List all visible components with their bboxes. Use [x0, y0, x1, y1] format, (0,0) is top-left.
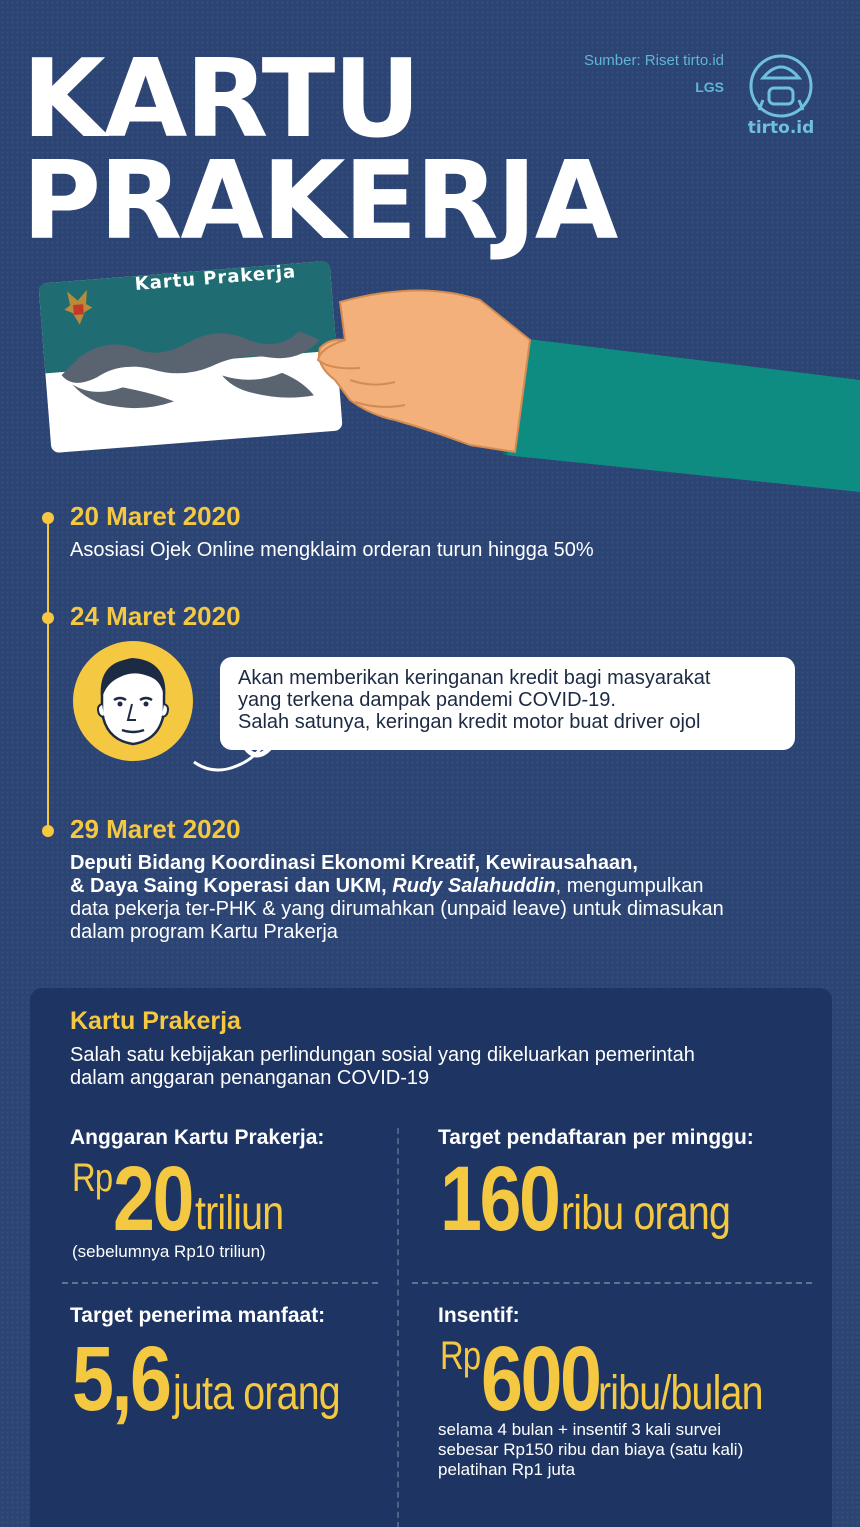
- stat-weekly-value: [440, 1148, 767, 1250]
- stat-budget-unit: triliun: [195, 1187, 284, 1240]
- speech-bubble: [220, 657, 795, 750]
- timeline-text-3-line-4: dalam program Kartu Prakerja: [70, 921, 338, 943]
- deputy-unit: & Daya Saing Koperasi dan UKM,: [70, 875, 393, 897]
- stat-budget-label: Anggaran Kartu Prakerja:: [70, 1126, 325, 1149]
- face-portrait-icon: [72, 640, 194, 762]
- timeline-date-3: 29 Maret 2020: [70, 814, 241, 844]
- source-text: Sumber: Riset tirto.id: [583, 52, 724, 69]
- panel-divider-right: [412, 1282, 812, 1284]
- stat-budget-number: 20: [113, 1148, 193, 1250]
- panel-divider-left: [62, 1282, 378, 1284]
- timeline-dot: [42, 825, 54, 837]
- timeline-text-3-line-1: Deputi Bidang Koordinasi Ekonomi Kreatif, Kewirausahaan,: [70, 852, 638, 874]
- quote-line-1: Akan memberikan keringanan kredit bagi masyarakat: [238, 667, 711, 689]
- stat-weekly-number: 160: [440, 1148, 559, 1250]
- stat-incentive-number: 600: [481, 1328, 600, 1430]
- source-block: [584, 52, 724, 95]
- title-line-1: KARTU: [22, 37, 419, 162]
- panel-desc-line-2: dalam anggaran penanganan COVID-19: [70, 1067, 430, 1089]
- author-initials: LGS: [695, 79, 724, 95]
- stat-weekly-unit: ribu orang: [560, 1187, 730, 1240]
- stat-incentive-prefix: Rp: [440, 1334, 481, 1378]
- timeline-line: [47, 520, 49, 830]
- timeline-text-3: [70, 852, 830, 944]
- stat-beneficiary-value: [72, 1328, 376, 1430]
- timeline-text-3-line-3: data pekerja ter-PHK & yang dirumahkan (unpaid leave) untuk dimasukan: [70, 898, 724, 920]
- stat-beneficiary-unit: juta orang: [172, 1367, 340, 1420]
- title-line-2: PRAKERJA: [22, 139, 617, 264]
- panel-title: Kartu Prakerja: [70, 1007, 241, 1035]
- card-label: Kartu Prakerja: [134, 261, 297, 295]
- quote-line-2: yang terkena dampak pandemi COVID-19.: [238, 689, 616, 711]
- stat-incentive-note-line-1: selama 4 bulan + insentif 3 kali survei: [438, 1420, 722, 1439]
- hand-shape: [319, 290, 530, 452]
- stat-beneficiary-label: Target penerima manfaat:: [70, 1304, 326, 1327]
- stat-incentive-note-line-3: pelatihan Rp1 juta: [438, 1460, 576, 1479]
- deputy-name: Rudy Salahuddin: [392, 875, 556, 897]
- timeline-dot: [42, 512, 54, 524]
- panel-description: [70, 1044, 790, 1090]
- timeline-dot: [42, 612, 54, 624]
- stat-incentive-unit: ribu/bulan: [597, 1367, 763, 1420]
- panel-desc-line-1: Salah satu kebijakan perlindungan sosial yang dikeluarkan pemerintah: [70, 1044, 695, 1066]
- quote-line-3: Salah satunya, keringan kredit motor buat driver ojol: [238, 711, 701, 733]
- deputy-action: , mengumpulkan: [555, 875, 704, 897]
- timeline-date-1: 20 Maret 2020: [70, 501, 241, 531]
- speech-bubble-tail: [186, 740, 276, 790]
- stat-incentive-note: [438, 1420, 743, 1480]
- timeline-date-2: 24 Maret 2020: [70, 601, 241, 631]
- stat-incentive-note-line-2: sebesar Rp150 ribu dan biaya (satu kali): [438, 1440, 744, 1459]
- sleeve-shape: [505, 338, 860, 492]
- stat-budget-value: [72, 1148, 303, 1250]
- tirto-logo-text: tirto.id: [747, 118, 815, 138]
- card-hand-illustration: [0, 230, 860, 500]
- stat-incentive-label: Insentif:: [438, 1304, 520, 1327]
- stat-beneficiary-number: 5,6: [72, 1328, 170, 1430]
- panel-divider-vertical: [397, 1128, 399, 1527]
- timeline-text-1: Asosiasi Ojek Online mengklaim orderan turun hingga 50%: [70, 539, 594, 561]
- stat-budget-prefix: Rp: [72, 1156, 113, 1200]
- stat-budget-note: (sebelumnya Rp10 triliun): [72, 1242, 266, 1261]
- stat-weekly-label: Target pendaftaran per minggu:: [438, 1126, 754, 1149]
- timeline-text-3-line-2: [70, 875, 830, 898]
